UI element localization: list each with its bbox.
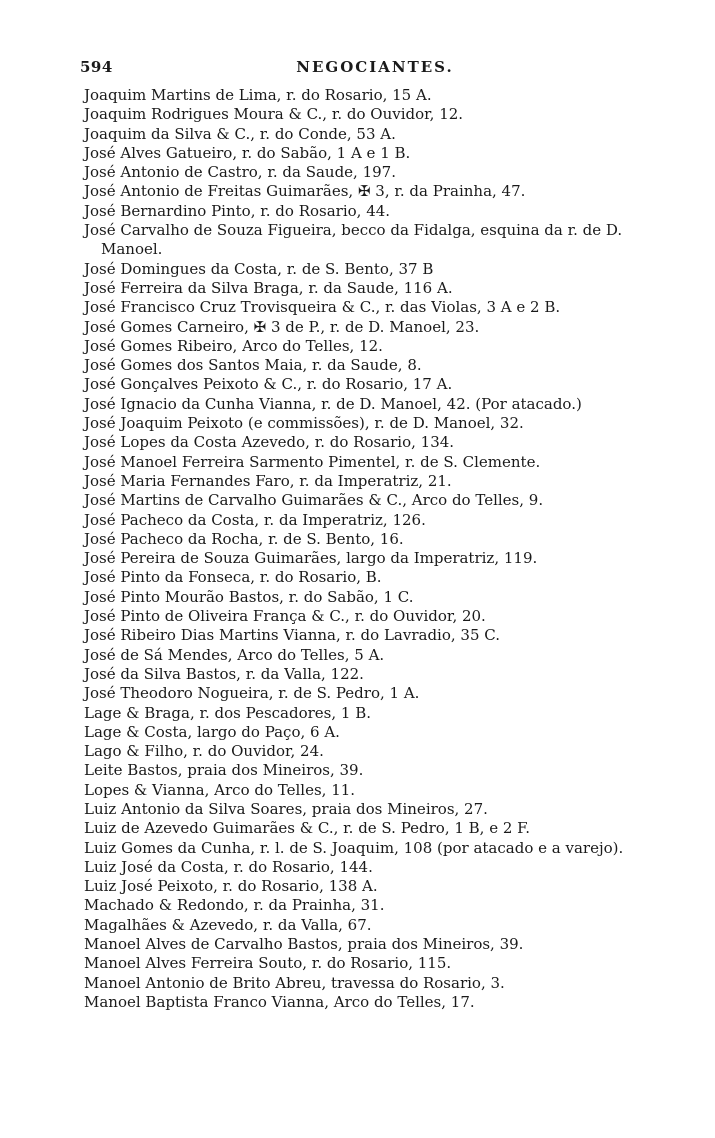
- directory-entry: José Pinto da Fonseca, r. do Rosario, B.: [84, 568, 382, 587]
- directory-entry: Luiz José da Costa, r. do Rosario, 144.: [84, 857, 373, 876]
- directory-entry: Lage & Braga, r. dos Pescadores, 1 B.: [84, 703, 371, 722]
- directory-entry: Lage & Costa, largo do Paço, 6 A.: [84, 722, 340, 741]
- directory-entry: José Antonio de Freitas Guimarães, ✠ 3, r. da Prainha, 47.: [84, 182, 526, 201]
- directory-entry: José Maria Fernandes Faro, r. da Imperatriz, 21.: [84, 471, 452, 490]
- directory-entry: José Manoel Ferreira Sarmento Pimentel, r. de S. Clemente.: [84, 452, 541, 471]
- directory-entry: Manoel Baptista Franco Vianna, Arco do Telles, 17.: [84, 992, 475, 1011]
- directory-entry: Manoel Alves Ferreira Souto, r. do Rosario, 115.: [84, 954, 452, 973]
- directory-entry: Joaquim Rodrigues Moura & C., r. do Ouvidor, 12.: [84, 105, 464, 124]
- directory-entry: José Pinto Mourão Bastos, r. do Sabão, 1 C.: [84, 587, 414, 606]
- directory-entry: José Theodoro Nogueira, r. de S. Pedro, 1 A.: [84, 684, 420, 703]
- merchant-directory-list: [84, 86, 674, 1012]
- directory-entry: Luiz Antonio da Silva Soares, praia dos Mineiros, 27.: [84, 799, 488, 818]
- directory-entry: José Lopes da Costa Azevedo, r. do Rosario, 134.: [84, 433, 455, 452]
- directory-entry: José Alves Gatueiro, r. do Sabão, 1 A e 1 B.: [84, 143, 411, 162]
- directory-entry: José Martins de Carvalho Guimarães & C., Arco do Telles, 9.: [84, 491, 544, 510]
- directory-entry: Lago & Filho, r. do Ouvidor, 24.: [84, 742, 324, 761]
- directory-entry: Joaquim Martins de Lima, r. do Rosario, 15 A.: [84, 86, 432, 104]
- directory-entry: Machado & Redondo, r. da Prainha, 31.: [84, 896, 385, 915]
- directory-entry: José Ferreira da Silva Braga, r. da Saude, 116 A.: [84, 278, 453, 297]
- directory-entry: José Gonçalves Peixoto & C., r. do Rosario, 17 A.: [84, 375, 453, 394]
- directory-entry: José Pinto de Oliveira França & C., r. do Ouvidor, 20.: [84, 607, 486, 626]
- directory-entry: Lopes & Vianna, Arco do Telles, 11.: [84, 780, 356, 799]
- section-title: NEGOCIANTES.: [296, 58, 454, 76]
- directory-entry: José Ignacio da Cunha Vianna, r. de D. Manoel, 42. (Por atacado.): [84, 394, 582, 413]
- directory-entry: José da Silva Bastos, r. da Valla, 122.: [84, 664, 364, 683]
- directory-entry: Leite Bastos, praia dos Mineiros, 39.: [84, 761, 364, 780]
- directory-entry: Luiz José Peixoto, r. do Rosario, 138 A.: [84, 877, 378, 896]
- directory-entry: José Antonio de Castro, r. da Saude, 197.: [84, 163, 396, 182]
- directory-entry: Magalhães & Azevedo, r. da Valla, 67.: [84, 915, 372, 934]
- directory-entry: Luiz Gomes da Cunha, r. l. de S. Joaquim, 108 (por atacado e a varejo).: [84, 838, 624, 857]
- directory-entry: José Gomes Carneiro, ✠ 3 de P., r. de D. Manoel, 23.: [84, 317, 480, 336]
- directory-entry: Luiz de Azevedo Guimarães & C., r. de S. Pedro, 1 B, e 2 F.: [84, 819, 531, 838]
- running-head: [80, 58, 670, 82]
- directory-entry: José Carvalho de Souza Figueira, becco da Fidalga, esquina da r. de D. Manoel.: [84, 221, 623, 259]
- directory-entry: José Ribeiro Dias Martins Vianna, r. do Lavradio, 35 C.: [84, 626, 500, 645]
- page-number: 594: [80, 58, 113, 76]
- directory-entry: José Pacheco da Rocha, r. de S. Bento, 16.: [84, 529, 404, 548]
- directory-entry: Manoel Alves de Carvalho Bastos, praia dos Mineiros, 39.: [84, 935, 524, 954]
- directory-entry: José Francisco Cruz Trovisqueira & C., r. das Violas, 3 A e 2 B.: [84, 298, 561, 317]
- directory-entry: José Joaquim Peixoto (e commissões), r. de D. Manoel, 32.: [84, 414, 524, 433]
- directory-entry: José de Sá Mendes, Arco do Telles, 5 A.: [84, 645, 385, 664]
- directory-entry: Joaquim da Silva & C., r. do Conde, 53 A.: [84, 124, 396, 143]
- directory-entry: José Pacheco da Costa, r. da Imperatriz, 126.: [84, 510, 426, 529]
- directory-entry: Manoel Antonio de Brito Abreu, travessa do Rosario, 3.: [84, 973, 505, 992]
- directory-entry: José Bernardino Pinto, r. do Rosario, 44.: [84, 201, 391, 220]
- directory-entry: José Gomes dos Santos Maia, r. da Saude, 8.: [84, 356, 422, 375]
- directory-entry: José Gomes Ribeiro, Arco do Telles, 12.: [84, 336, 383, 355]
- directory-entry: José Domingues da Costa, r. de S. Bento, 37 B: [84, 259, 434, 278]
- directory-entry: José Pereira de Souza Guimarães, largo da Imperatriz, 119.: [84, 549, 538, 568]
